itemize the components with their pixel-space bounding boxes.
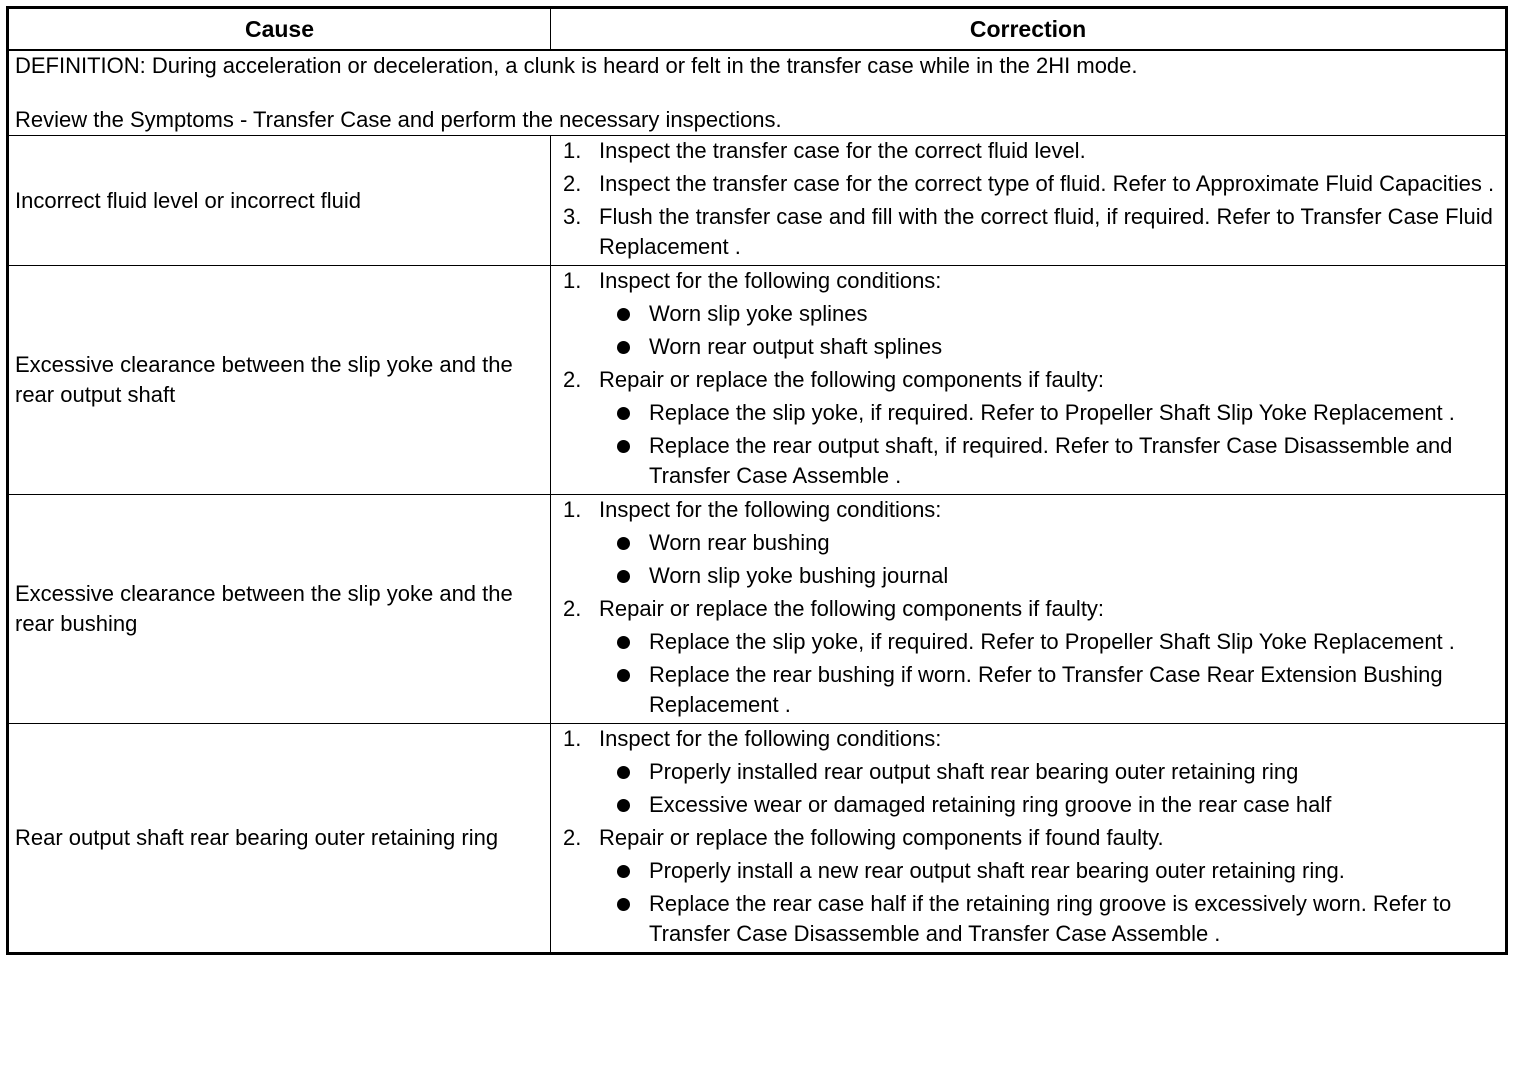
correction-step	[557, 169, 1499, 199]
table-row	[8, 266, 1507, 495]
correction-steps	[557, 495, 1499, 720]
bullet-icon	[617, 898, 630, 911]
correction-column-header: Correction	[551, 8, 1507, 51]
definition-text: DEFINITION: During acceleration or deceleration, a clunk is heard or felt in the transfer case while in the 2HI mode.	[15, 53, 1138, 78]
step-text: Flush the transfer case and fill with the correct fluid, if required. Refer to Transfer Case Fluid Replacement .	[599, 204, 1493, 259]
condition-list	[599, 299, 1499, 362]
list-item	[599, 889, 1499, 949]
bullet-icon	[617, 669, 630, 682]
cause-cell: Excessive clearance between the slip yoke and the rear bushing	[8, 495, 551, 724]
list-item-text: Replace the rear case half if the retaining ring groove is excessively worn. Refer to Transfer Case Disassemble and Transfer Case Assemble .	[649, 891, 1452, 946]
correction-cell	[551, 495, 1507, 724]
list-item-text: Worn rear bushing	[649, 530, 830, 555]
list-item	[599, 790, 1499, 820]
step-text: Inspect for the following conditions:	[599, 726, 942, 751]
list-item-text: Excessive wear or damaged retaining ring groove in the rear case half	[649, 792, 1332, 817]
list-item-text: Properly install a new rear output shaft rear bearing outer retaining ring.	[649, 858, 1345, 883]
bullet-icon	[617, 407, 630, 420]
list-item	[599, 757, 1499, 787]
step-number: 2.	[563, 171, 582, 196]
list-item	[599, 431, 1499, 491]
correction-cell	[551, 136, 1507, 266]
correction-steps	[557, 266, 1499, 491]
step-text: Repair or replace the following components if faulty:	[599, 596, 1105, 621]
step-number: 2.	[563, 367, 582, 392]
list-item-text: Replace the rear output shaft, if required. Refer to Transfer Case Disassemble and Transfer Case Assemble .	[649, 433, 1453, 488]
list-item-text: Worn slip yoke bushing journal	[649, 563, 949, 588]
cause-cell: Rear output shaft rear bearing outer retaining ring	[8, 724, 551, 954]
cause-cell: Incorrect fluid level or incorrect fluid	[8, 136, 551, 266]
list-item-text: Replace the rear bushing if worn. Refer to Transfer Case Rear Extension Bushing Replacement .	[649, 662, 1443, 717]
step-number: 2.	[563, 825, 582, 850]
step-number: 1.	[563, 268, 582, 293]
list-item	[599, 299, 1499, 329]
correction-step	[557, 136, 1499, 166]
condition-list	[599, 528, 1499, 591]
correction-steps	[557, 724, 1499, 949]
correction-steps	[557, 136, 1499, 262]
list-item	[599, 561, 1499, 591]
step-number: 1.	[563, 497, 582, 522]
step-text: Inspect the transfer case for the correct type of fluid. Refer to Approximate Fluid Capacities .	[599, 171, 1495, 196]
correction-cell	[551, 724, 1507, 954]
cause-cell: Excessive clearance between the slip yoke and the rear output shaft	[8, 266, 551, 495]
list-item-text: Worn slip yoke splines	[649, 301, 868, 326]
step-number: 2.	[563, 596, 582, 621]
correction-step	[557, 724, 1499, 820]
table-row	[8, 136, 1507, 266]
table-row	[8, 495, 1507, 724]
condition-list	[599, 398, 1499, 491]
step-number: 1.	[563, 726, 582, 751]
bullet-icon	[617, 308, 630, 321]
correction-cell	[551, 266, 1507, 495]
correction-step	[557, 594, 1499, 720]
bullet-icon	[617, 440, 630, 453]
definition-cell	[8, 50, 1507, 136]
bullet-icon	[617, 865, 630, 878]
table-row	[8, 724, 1507, 954]
bullet-icon	[617, 570, 630, 583]
condition-list	[599, 627, 1499, 720]
list-item	[599, 856, 1499, 886]
step-text: Inspect the transfer case for the correct fluid level.	[599, 138, 1086, 163]
list-item	[599, 332, 1499, 362]
cause-column-header: Cause	[8, 8, 551, 51]
step-text: Inspect for the following conditions:	[599, 268, 942, 293]
review-symptoms-text: Review the Symptoms - Transfer Case and perform the necessary inspections.	[15, 107, 782, 132]
step-text: Inspect for the following conditions:	[599, 497, 942, 522]
correction-step	[557, 495, 1499, 591]
list-item	[599, 398, 1499, 428]
bullet-icon	[617, 537, 630, 550]
list-item-text: Replace the slip yoke, if required. Refer to Propeller Shaft Slip Yoke Replacement .	[649, 400, 1455, 425]
step-text: Repair or replace the following components if faulty:	[599, 367, 1105, 392]
condition-list	[599, 757, 1499, 820]
list-item	[599, 627, 1499, 657]
correction-step	[557, 202, 1499, 262]
condition-list	[599, 856, 1499, 949]
diagnostic-table	[6, 6, 1508, 955]
bullet-icon	[617, 799, 630, 812]
correction-step	[557, 365, 1499, 491]
list-item-text: Worn rear output shaft splines	[649, 334, 943, 359]
correction-step	[557, 266, 1499, 362]
table-header-row	[8, 8, 1507, 51]
list-item-text: Replace the slip yoke, if required. Refer to Propeller Shaft Slip Yoke Replacement .	[649, 629, 1455, 654]
step-number: 1.	[563, 138, 582, 163]
list-item	[599, 660, 1499, 720]
bullet-icon	[617, 341, 630, 354]
correction-step	[557, 823, 1499, 949]
bullet-icon	[617, 636, 630, 649]
list-item-text: Properly installed rear output shaft rear bearing outer retaining ring	[649, 759, 1299, 784]
list-item	[599, 528, 1499, 558]
definition-row	[8, 50, 1507, 136]
step-number: 3.	[563, 204, 582, 229]
bullet-icon	[617, 766, 630, 779]
step-text: Repair or replace the following components if found faulty.	[599, 825, 1164, 850]
